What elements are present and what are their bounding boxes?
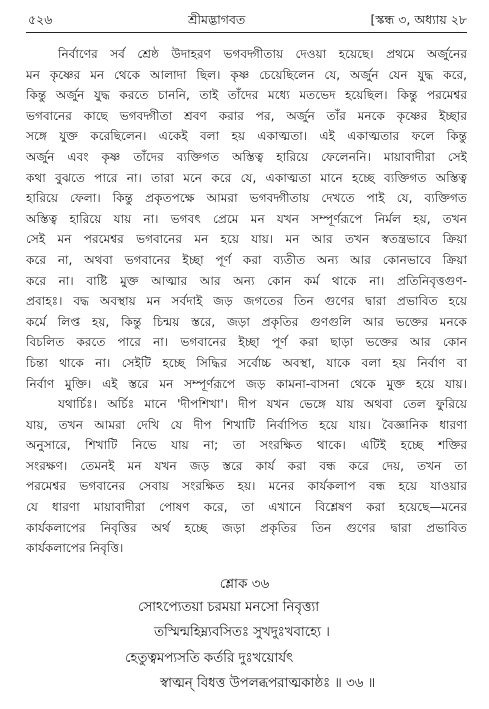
verse-line: সোঽপ্যেতয়া চরময়া মনসো নিবৃত্ত্যা <box>138 600 320 615</box>
text-line: করে না। বাষ্টি মুক্ত আত্মার আর অন্য কোন কর্ম থাকে না। প্রতিনিবৃত্তগুণ- <box>26 273 467 288</box>
section-reference: [স্কন্ধ ৩, অধ্যায় ২৮ <box>370 12 467 27</box>
page-header <box>28 10 467 30</box>
text-line: পরমেশ্বর ভগবানের সেবায় সংরক্ষিত হয়। মনের কার্যকলাপ বন্ধ হয়ে যাওয়ার <box>26 479 467 494</box>
text-line: ভগবানের কাছে ভগবদ্গীতা শ্রবণ করার পর, অর্জুন তাঁর মনকে কৃষ্ণের ইচ্ছার <box>26 108 467 123</box>
text-line: অস্তিত্ব হারিয়ে যায় না। ভগবৎ প্রেমে মন যখন সম্পূর্ণরূপে নির্মল হয়, তখন <box>26 211 467 226</box>
text-line: হারিয়ে ফেলা। কিন্তু প্রকৃতপক্ষে আমরা ভগবদ্গীতায় দেখতে পাই যে, ব্যক্তিগত <box>26 191 467 206</box>
header-rule <box>26 32 467 33</box>
text-line: কিন্তু অর্জুন যুদ্ধ করতে চাননি, তাই তাঁদের মধ্যে মতভেদ হয়েছিল। কিন্তু পরমেশ্বর <box>26 88 467 103</box>
text-line: অনুসারে, শিখাটি নিভে যায় না; তা সংরক্ষিত থাকে। এটিই হচ্ছে শক্তির <box>26 438 467 453</box>
book-title: শ্রীমদ্ভাগবত <box>188 12 246 27</box>
text-line: বিচলিত করতে পারে না। ভগবানের ইচ্ছা পূর্ণ করা ছাড়া ভক্তের আর কোন <box>26 335 467 350</box>
text-line: মন কৃষ্ণের মন থেকে আলাদা ছিল। কৃষ্ণ চেয়েছিলেন যে, অর্জুন যেন যুদ্ধ করে, <box>26 67 467 82</box>
text-line: সেই মন পরমেশ্বর ভগবানের মন হয়ে যায়। মন আর তখন স্বতন্ত্রভাবে ক্রিয়া <box>26 232 467 247</box>
text-line: যে ধারণা মায়াবাদীরা পোষণ করে, তা এখানে বিশ্লেষণ করা হয়েছে—মনের <box>26 500 467 515</box>
text-line: কার্যকলাপের নিবৃত্তির অর্থ হচ্ছে জড়া প্রকৃতির তিন গুণের দ্বারা প্রভাবিত <box>26 520 467 535</box>
text-line: সঙ্গে যুক্ত করেছিলেন। একেই বলা হয় একাত্মতা। এই একাত্মতার ফলে কিন্তু <box>26 129 467 144</box>
text-line: নির্বাণের সর্ব শ্রেষ্ঠ উদাহরণ ভগবদ্গীতায় দেওয়া হয়েছে। প্রথমে অর্জুনের <box>58 47 467 61</box>
text-line: কার্যকলাপের নিবৃত্তি। <box>26 541 124 556</box>
text-line: করে না, অথবা ভগবানের ইচ্ছা পূর্ণ করা ব্যতীত অন্য আর কোনভাবে ক্রিয়া <box>26 252 467 267</box>
text-line: কথা বুঝতে পারে না। তারা মনে করে যে, একাত্মতা মানে হচ্ছে ব্যক্তিগত অস্তিত্ব <box>26 170 467 185</box>
text-line: অর্জুন এবং কৃষ্ণ তাঁদের ব্যক্তিগত অস্তিত্ব হারিয়ে ফেলেননি। মায়াবাদীরা সেই <box>26 149 467 164</box>
verse-heading: শ্লোক ৩৬ <box>219 576 270 592</box>
text-line: নির্বাণ মুক্তি। এই স্তরে মন সম্পূর্ণরূপে জড় কামনা-বাসনা থেকে মুক্ত হয়ে যায়। <box>26 376 467 391</box>
text-line: চিন্তা থাকে না। সেইটি হচ্ছে সিদ্ধির সর্বোচ্চ অবস্থা, যাকে বলা হয় নির্বাণ বা <box>26 355 467 370</box>
text-line: কর্মে লিপ্ত হয়, কিন্তু চিন্ময় স্তরে, জড়া প্রকৃতির গুণগুলি আর ভক্তের মনকে <box>26 314 467 329</box>
text-line: যথার্চিঃ। অর্চিঃ মানে 'দীপশিখা'। দীপ যখন ভেঙ্গে যায় অথবা তেল ফুরিয়ে <box>58 397 467 412</box>
page-number: ৫২৬ <box>28 12 53 27</box>
verse-line: তস্মিন্মহিম্ন্যবসিতঃ সুখদুঃখবাহ্যে । <box>154 625 330 640</box>
verse-line: স্বাত্মন্ বিধত্ত উপলব্ধপরাত্মকাষ্ঠঃ ॥ ৩৬ ॥ <box>160 676 376 691</box>
text-line: সংরক্ষণ। তেমনই মন যখন জড় স্তরে কার্য করা বন্ধ করে দেয়, তখন তা <box>26 458 467 473</box>
text-line: যায়, তখন আমরা দেখি যে দীপ শিখাটি নির্বাপিত হয়ে যায়। বৈজ্ঞানিক ধারণা <box>26 417 467 432</box>
text-line: প্রবাহঃ। বদ্ধ অবস্থায় মন সর্বদাই জড় জগতের তিন গুণের দ্বারা প্রভাবিত হয়ে <box>26 294 467 309</box>
purport-text <box>26 44 467 559</box>
verse-line: হেতুত্বমপ্যসতি কর্তরি দুঃখয়োর্যৎ <box>125 651 294 666</box>
